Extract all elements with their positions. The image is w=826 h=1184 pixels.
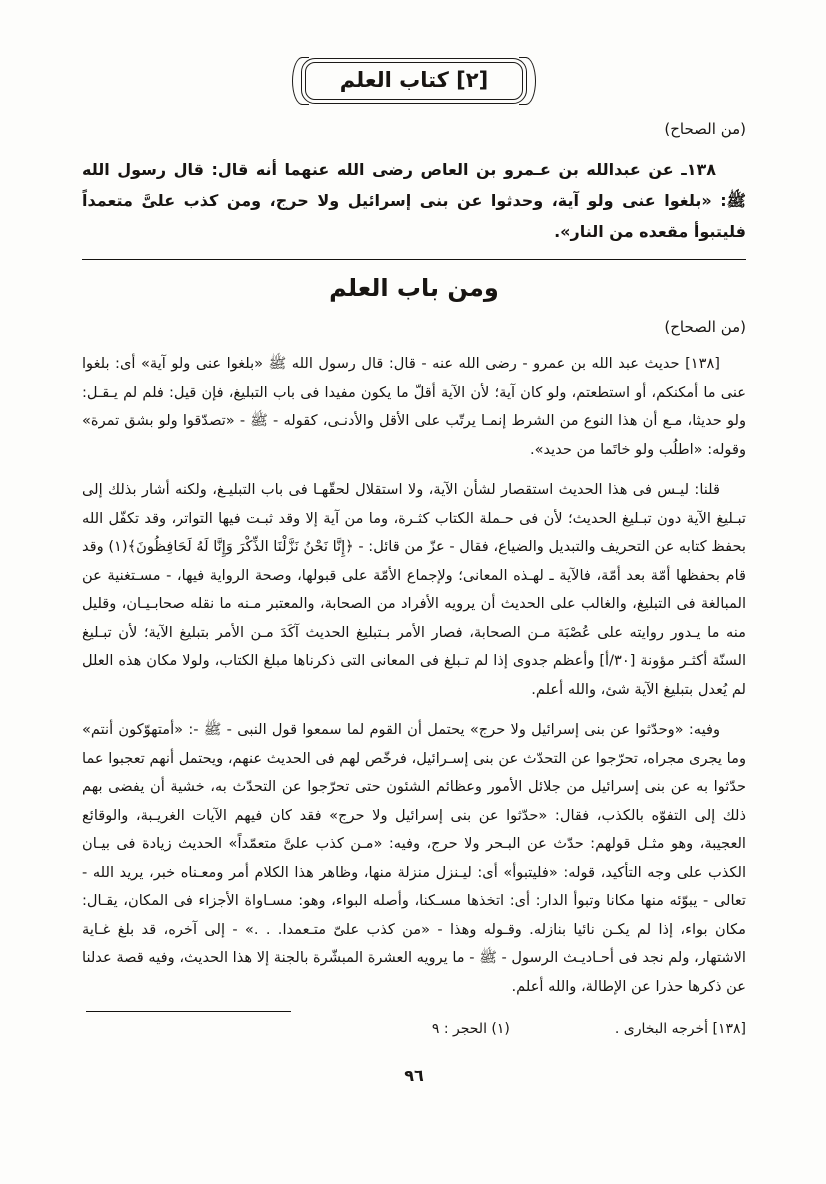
- section-title: ومن باب العلم: [329, 274, 499, 302]
- source-label-section: (من الصحاح): [664, 318, 746, 336]
- footnote-hadith-source: [١٣٨] أخرجه البخارى .: [614, 1021, 746, 1037]
- footnote-rule: [86, 1011, 291, 1012]
- commentary-paragraph-3: وفيه: «وحدّثوا عن بنى إسرائيل ولا حرج» يحتمل أن القوم لما سمعوا قول النبى - ﷺ -: «أمتهوّكون أنتم» وما يجرى مجراه، تحرّجوا عن التحدّث عن بنى إسـرائيل، فرخّص لهم فى الحديث عنهم، ويحتمل أنهم تعجبوا عما حدّثوا به عن بنى إسرائيل من جلائل الأمور وعظائم الشئون حتى تحرّجوا عن التحدّث به، خشية أن يفضى بهم ذلك إلى التفوّه بالكذب، فقال: «حدّثوا عن بنى إسرائيل ولا حرج» فقد كان فيهم الآيات الغريـبة، والوقائع العجيبة، وهو مثـل قولهم: حدّث عن البـحر ولا حرج، وفيه: «مـن كذب علىَّ متعمّداً» الحديث زيادة فى بيـان الكذب على وجه التأكيد، قوله: «فليتبوأ» أى: ليـنزل منزلة منها، وظاهر هذا الكلام أمر ومعـناه خبر، يريد الله - تعالى - يبوّئه منها مكانا وتبوأ الدار: أى: اتخذها مسـكنا، وأصله البواء، وهو: مسـاواة الأجزاء فى المكان، يقـال: مكان بواء، إذا لم يكـن نائيا بنازله. وقـوله وهذا - «من كذب علىّ متـعمدا. . .» - إلى آخره، قد بلغ غـاية الاشتهار، ولم نجد فى أحـاديـث الرسول - ﷺ - ما يرويه العشرة المبشّرة بالجنة إلا هذا الحديث، وفيه قصة عدلنا عن ذكرها حذرا عن الإطالة، والله أعلم.: [82, 721, 746, 995]
- footnote-area: [82, 1011, 746, 1040]
- hadith-text: ١٣٨ـ عن عبدالله بن عـمرو بن العاص رضى الله عنهما أنه قال: قال رسول الله ﷺ: «بلغوا عنى ولو آية، وحدثوا عن بنى إسرائيل ولا حرج، ومن كذب علىَّ متعمداً فليتبوأ مقعده من النار».: [82, 160, 746, 241]
- chapter-title-box: [82, 0, 746, 104]
- commentary-paragraph-2: قلنا: ليـس فى هذا الحديث استقصار لشأن الآية، ولا استقلال لحقّهـا فى باب التبليـغ، ولكنه أشار بذلك إلى تبـليغ الآية دون تبـليغ الحديث؛ لأن فى حـملة الكتاب كثـرة، وما من آية إلا وقد ثبـت فيها التواتر، وقد تكفّل الله بحفظ كتابه عن التحريف والتبديل والضياع، فقال - عزّ من قائل: - ﴿إِنَّا نَحْنُ نَزَّلْنَا الذِّكْرَ وَإِنَّا لَهُ لَحَافِظُونَ﴾(١) وقد قام بحفظها أمّة بعد أمّة، فالآية ـ لهـذه المعانى؛ ولإجماع الأمّة على قبولها، وصحة الرواية فيها، - مسـتغنية عن المبالغة فى التبليغ، والغالب على الحديث أن يرويه الأفراد من الصحابة، والمعتبر مـنه ما نقله صحابـيـان، وقليل منه ما يـدور روايته على عُصْبَة مـن الصحابة، فصار الأمر بـتبليغ الحديث آكَدَ مـن الأمر بتبليغ الآية؛ لأن تبـليغ السنّة أكثـر مؤونة [٣٠/أ] وأعظم جدوى إذا لم تـبلغ فى المعانى التى ذكرناها مبلغ الكتاب، ولولا مكان هذه العلل لم يُعدل بتبليغ الآية شئ، والله أعلم.: [82, 481, 747, 698]
- page-number: ٩٦: [404, 1066, 424, 1085]
- chapter-title-frame-inner: [305, 62, 523, 100]
- footnote-row: [82, 1018, 746, 1040]
- chapter-title: [٢] كتاب العلم: [339, 68, 489, 92]
- chapter-title-frame-outer: [301, 58, 527, 104]
- source-label-top: (من الصحاح): [664, 120, 746, 138]
- commentary-paragraph-1: [١٣٨] حديث عبد الله بن عمرو - رضى الله عنه - قال: قال رسول الله ﷺ «بلغوا عنى ولو آية» أى: بلغوا عنى ما أمكنكم، أو استطعتم، ولو كان آية؛ لأن الآية أقلّ ما يكون مفيدا فى باب التبليغ، فإن قيل: فلم لم يـقـل: ولو حديثا، مـع أن هذا النوع من الشرط إنمـا يرتّب على الأقل والأدنـى، كقوله - ﷺ - «تصدّقوا ولو بشق تمرة» وقوله: «اطلُب ولو خاتَما من حديد».: [82, 355, 746, 458]
- section-divider-line: [82, 259, 746, 260]
- footnote-quran-ref: (١) الحجر : ٩: [431, 1021, 510, 1037]
